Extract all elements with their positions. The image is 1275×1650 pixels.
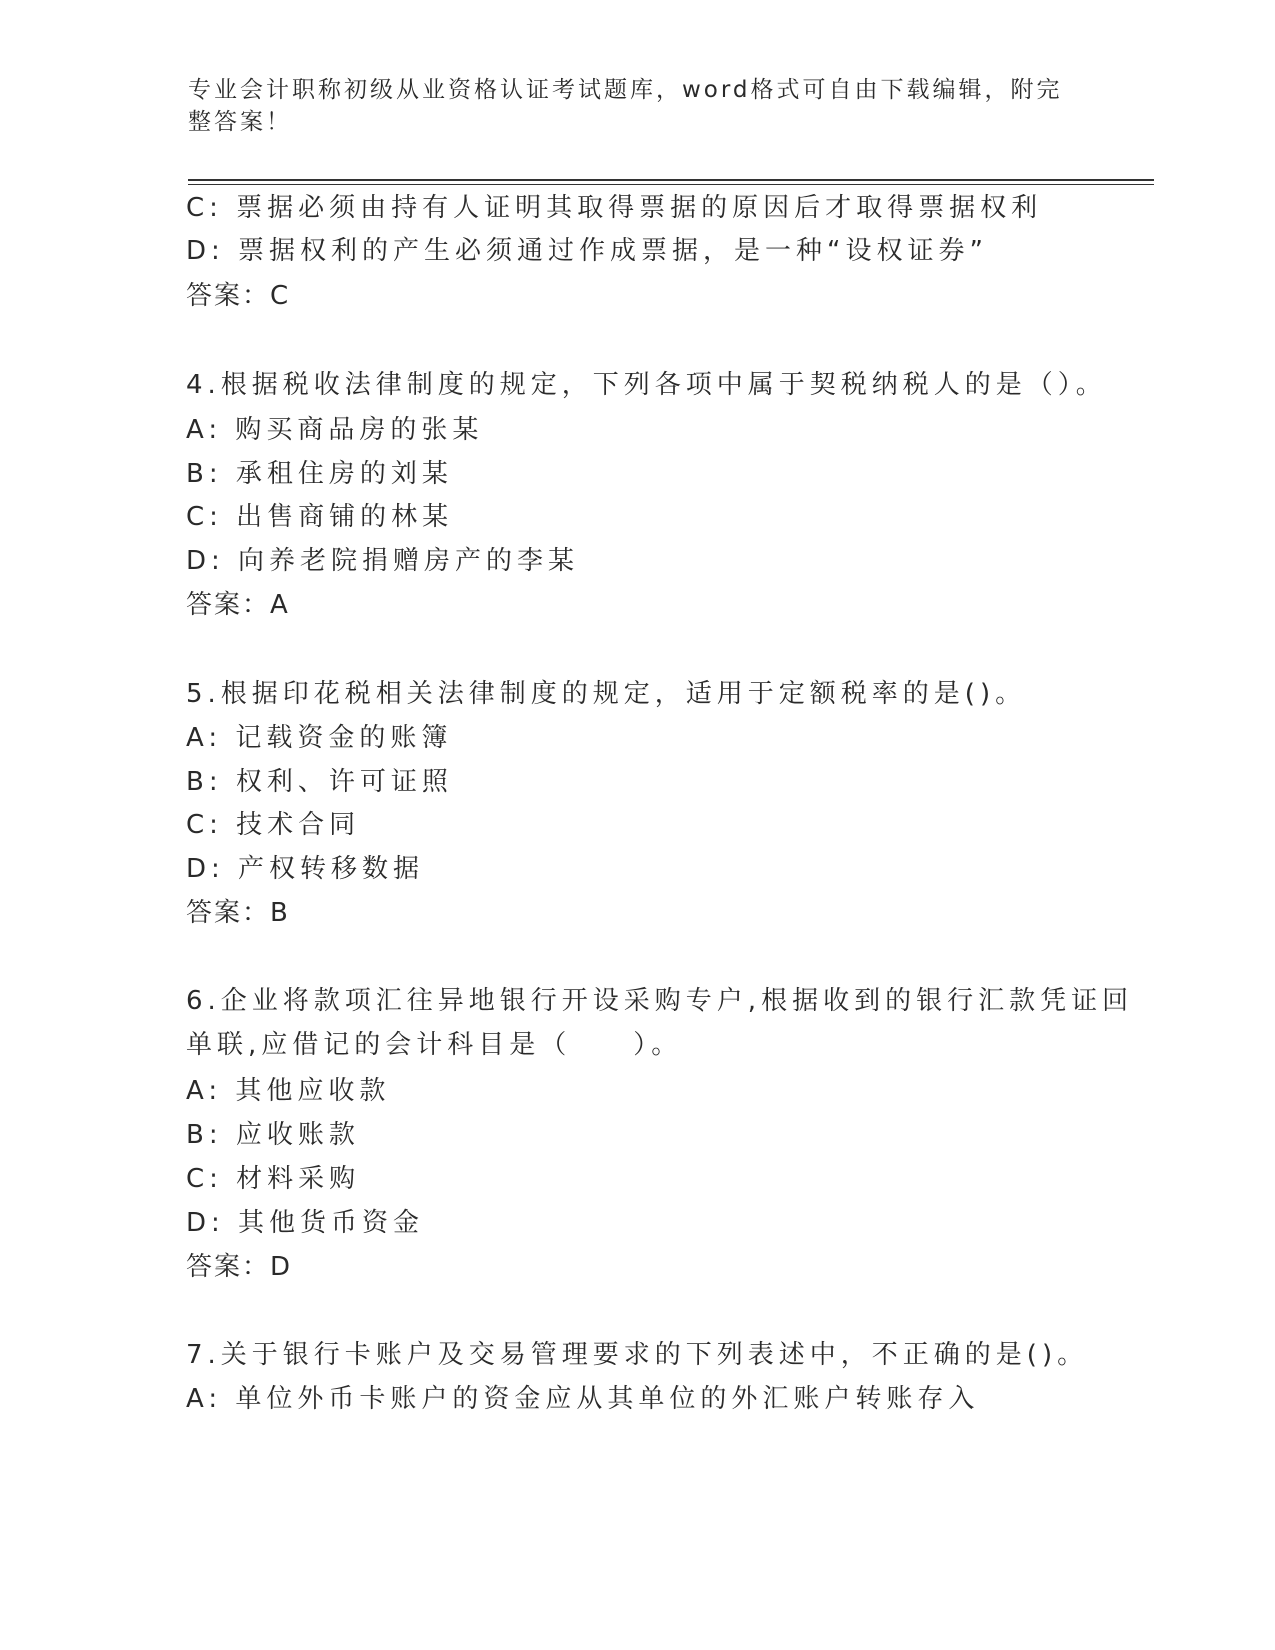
q3-option-c: C: 票据必须由持有人证明其取得票据的原因后才取得票据权利: [186, 193, 1043, 223]
document-header: 专业会计职称初级从业资格认证考试题库，word格式可自由下载编辑，附完整答案！: [188, 77, 1063, 135]
q3-answer: 答案：C: [186, 281, 291, 311]
q5-option-d: D: 产权转移数据: [186, 854, 425, 884]
q5-question: 5.根据印花税相关法律制度的规定，适用于定额税率的是()。: [186, 679, 1027, 709]
q7-question: 7.关于银行卡账户及交易管理要求的下列表述中，不正确的是()。: [186, 1340, 1089, 1370]
q6-option-c: C: 材料采购: [186, 1164, 361, 1194]
q4-option-d: D: 向养老院捐赠房产的李某: [186, 546, 580, 576]
q4-option-a: A: 购买商品房的张某: [186, 415, 484, 445]
q5-option-c: C: 技术合同: [186, 810, 361, 840]
q4-question: 4.根据税收法律制度的规定，下列各项中属于契税纳税人的是（）。: [186, 370, 1107, 400]
q4-option-c: C: 出售商铺的林某: [186, 502, 454, 532]
q5-option-b: B: 权利、许可证照: [186, 767, 453, 797]
q6-question-line1: 6.企业将款项汇往异地银行开设采购专户,根据收到的银行汇款凭证回: [186, 986, 1134, 1016]
q6-option-a: A: 其他应收款: [186, 1076, 391, 1106]
q6-answer: 答案：D: [186, 1252, 293, 1282]
q5-option-a: A: 记载资金的账簿: [186, 723, 453, 753]
q5-answer: 答案：B: [186, 898, 290, 928]
q6-option-b: B: 应收账款: [186, 1120, 360, 1150]
q4-answer: 答案：A: [186, 590, 290, 620]
q3-option-d: D: 票据权利的产生必须通过作成票据，是一种“设权证券”: [186, 236, 988, 266]
q6-question-line2: 单联,应借记的会计科目是（ ）。: [186, 1030, 683, 1060]
header-divider-thin: [188, 184, 1154, 185]
q7-option-a: A: 单位外币卡账户的资金应从其单位的外汇账户转账存入: [186, 1384, 980, 1414]
q4-option-b: B: 承租住房的刘某: [186, 459, 453, 489]
q6-option-d: D: 其他货币资金: [186, 1208, 425, 1238]
header-divider-thick: [188, 179, 1154, 181]
